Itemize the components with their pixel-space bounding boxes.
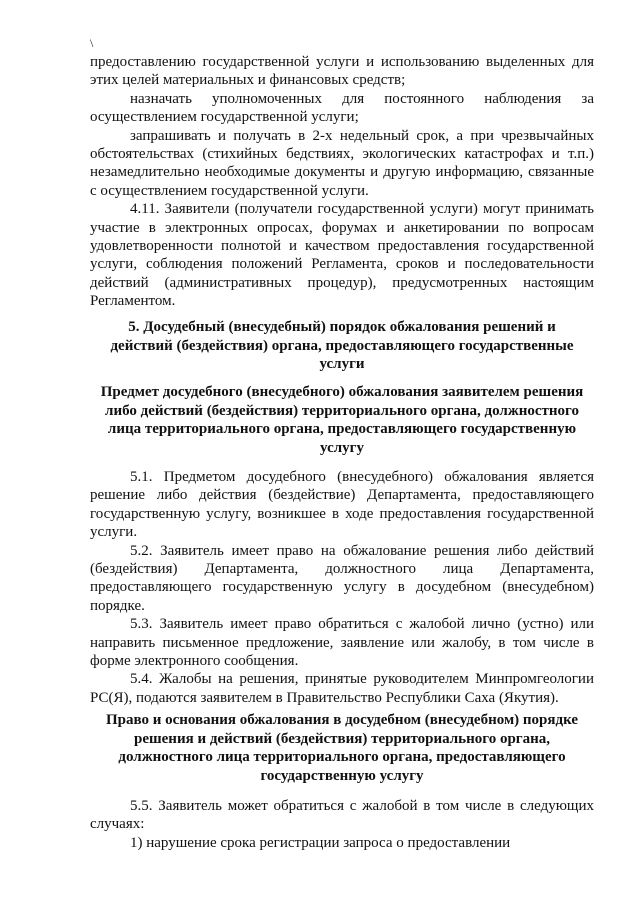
paragraph: 5.3. Заявитель имеет право обратиться с жалобой лично (устно) или направить письменное предложение, заявление или жалобу, в том числе в форме электронного сообщения. [90,616,594,670]
corner-mark: \ [90,36,94,50]
subject-of-appeal-heading: Предмет досудебного (внесудебного) обжалования заявителем решения либо действий (бездействия) территориального органа, должностного лица территориального органа, предоставляющего государственную услугу [100,384,584,456]
appeal-rights-heading: Право и основания обжалования в досудебном (внесудебном) порядке решения и действий (бездействия) территориального органа, должностного лица территориального органа, предоставляющего государственную услугу [105,712,579,784]
body-text-block-3 [90,797,594,852]
paragraph: 5.5. Заявитель может обратиться с жалобой в том числе в следующих случаях: [90,798,594,833]
paragraph: предоставлению государственной услуги и использованию выделенных для этих целей материальных и финансовых средств; [90,54,594,89]
paragraph: назначать уполномоченных для постоянного наблюдения за осуществлением государственной услуги; [90,90,594,126]
paragraph: 5.1. Предметом досудебного (внесудебного) обжалования является решение либо действия (бездействие) Департамента, предоставляющего государственную услугу, возникшее в ходе предоставления государственной услуги. [90,469,594,541]
body-text-block-1 [90,53,594,311]
paragraph: запрашивать и получать в 2-х недельный срок, а при чрезвычайных обстоятельствах (стихийных бедствиях, экологических катастрофах и т.п.) незамедлительно необходимые документы и другую информацию, связанные с осуществлением государственной услуги. [90,127,594,199]
section-5-heading: 5. Досудебный (внесудебный) порядок обжалования решений и действий (бездействия) органа, предоставляющего государственные услуги [110,319,574,373]
paragraph: 1) нарушение срока регистрации запроса о предоставлении [130,834,511,851]
paragraph: 4.11. Заявители (получатели государственной услуги) могут принимать участие в электронных опросах, форумах и анкетировании по вопросам удовлетворенности полнотой и качеством предоставления государственной услуги, соблюдения положений Регламента, сроков и последовательности действий (административных процедур), предусмотренных настоящим Регламентом. [90,201,594,310]
paragraph: 5.2. Заявитель имеет право на обжалование решения либо действий (бездействия) Департамента, должностного лица Департамента, предоставляющего государственную услугу в досудебном (внесудебном) порядке. [90,542,594,614]
body-text-block-2 [90,468,594,707]
paragraph: 5.4. Жалобы на решения, принятые руководителем Минпромгеологии РС(Я), подаются заявителем в Правительство Республики Саха (Якутия). [90,671,594,706]
